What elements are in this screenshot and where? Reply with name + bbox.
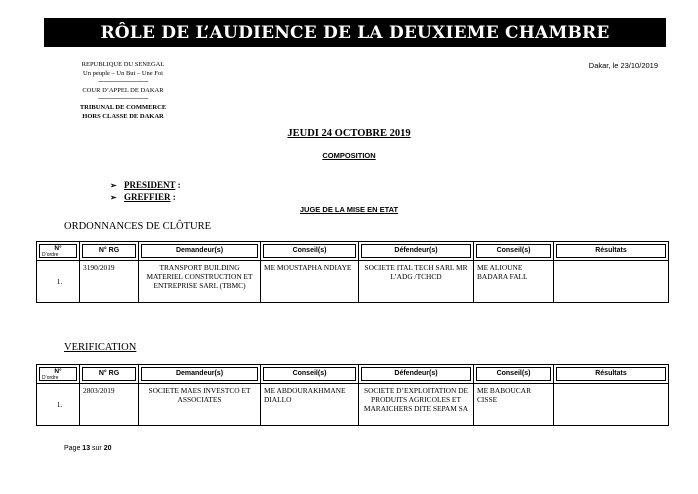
col-header-demandeur: Demandeur(s): [139, 242, 261, 261]
tribunal-name-line1: TRIBUNAL DE COMMERCE: [79, 103, 167, 111]
col-header-no: N° D’ordre: [37, 242, 80, 261]
court-header: [58, 61, 188, 121]
cell-defendeur: SOCIETE ITAL TECH SARL MR L’ADG /TCHCD: [359, 261, 474, 303]
section-title-ordonnances: ORDONNANCES DE CLÔTURE: [64, 221, 211, 232]
footer-prefix: Page: [64, 445, 83, 452]
col-header-conseil: Conseil(s): [474, 365, 554, 384]
col-header-no: N° D’ordre: [37, 365, 80, 384]
cell-conseil: ME ABDOURAKHMANE DIALLO: [261, 384, 359, 426]
cell-demandeur: SOCIETE MAES INVESTCO ET ASSOCIATES: [139, 384, 261, 426]
composition-heading: COMPOSITION: [322, 151, 376, 160]
role-suffix: :: [170, 192, 176, 202]
cell-resultats: [554, 384, 669, 426]
juge-heading: JUGE DE LA MISE EN ETAT: [299, 205, 399, 214]
role-greffier: [110, 192, 176, 202]
document-title: RÔLE DE L’AUDIENCE DE LA DEUXIEME CHAMBRE: [44, 18, 666, 47]
role-label: PRESIDENT: [124, 180, 176, 190]
col-header-rg: N° RG: [80, 365, 139, 384]
col-header-conseil: Conseil(s): [474, 242, 554, 261]
table-row: [37, 384, 669, 426]
section-title-verification: VERIFICATION: [64, 342, 137, 353]
national-motto: Un peuple – Un But – Une Foi: [83, 69, 163, 77]
cell-conseil: ME ALIOUNE BADARA FALL: [474, 261, 554, 303]
role-label: GREFFIER: [124, 192, 171, 202]
cell-demandeur: TRANSPORT BUILDING MATERIEL CONSTRUCTION ET ENTREPRISE SARL (TBMC): [139, 261, 261, 303]
cell-conseil: ME MOUSTAPHA NDIAYE: [261, 261, 359, 303]
arrow-bullet-icon: ➢: [110, 181, 117, 190]
cell-rg: 2803/2019: [80, 384, 139, 426]
document-date: Dakar, le 23/10/2019: [588, 61, 658, 70]
separator: ------------------------------: [98, 95, 148, 103]
page-total: 20: [103, 445, 112, 452]
col-header-conseil: Conseil(s): [261, 242, 359, 261]
role-president: [110, 180, 181, 190]
footer-middle: sur: [90, 445, 104, 452]
role-suffix: :: [175, 180, 181, 190]
col-header-demandeur: Demandeur(s): [139, 365, 261, 384]
cell-resultats: [554, 261, 669, 303]
country-name: REPUBLIQUE DU SENEGAL: [81, 61, 165, 68]
cell-index: 1.: [37, 261, 80, 303]
separator: ------------------------------: [98, 78, 148, 86]
arrow-bullet-icon: ➢: [110, 193, 117, 202]
col-header-resultats: Résultats: [554, 365, 669, 384]
tribunal-name-line2: HORS CLASSE DE DAKAR: [82, 112, 164, 120]
case-table-verification: [36, 364, 669, 426]
cell-conseil: ME BABOUCAR CISSE: [474, 384, 554, 426]
col-header-resultats: Résultats: [554, 242, 669, 261]
col-header-defendeur: Défendeur(s): [359, 365, 474, 384]
table-header-row: [37, 242, 669, 261]
cell-rg: 3190/2019: [80, 261, 139, 303]
cell-index: 1.: [37, 384, 80, 426]
table-row: [37, 261, 669, 303]
page-number: 13: [82, 445, 91, 452]
court-name: COUR D’APPEL DE DAKAR: [82, 86, 164, 94]
col-header-conseil: Conseil(s): [261, 365, 359, 384]
page-footer: [64, 445, 112, 452]
cell-defendeur: SOCIETE D’EXPLOITATION DE PRODUITS AGRICOLES ET MARAICHERS DITE SEPAM SA: [359, 384, 474, 426]
col-header-defendeur: Défendeur(s): [359, 242, 474, 261]
hearing-date: JEUDI 24 OCTOBRE 2019: [287, 128, 411, 139]
case-table-ordonnances: [36, 241, 669, 303]
table-header-row: [37, 365, 669, 384]
col-header-rg: N° RG: [80, 242, 139, 261]
